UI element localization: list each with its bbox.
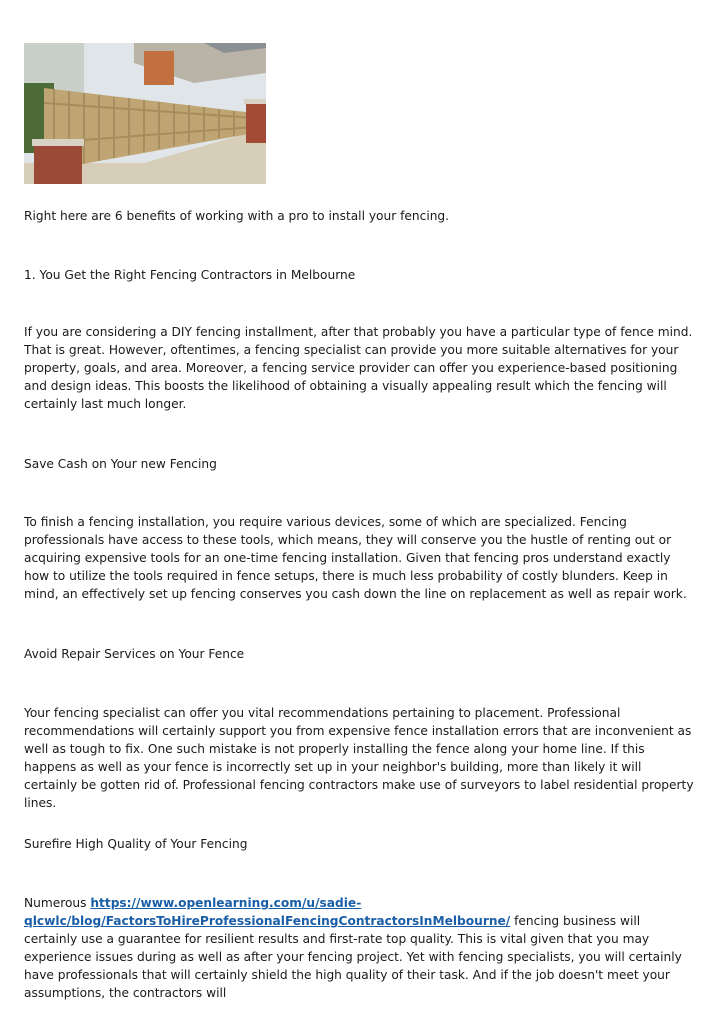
section-heading: 1. You Get the Right Fencing Contractors in Melbourne (24, 268, 356, 282)
article-link[interactable]: https://www.openlearning.com/u/sadie-qlcwlc/blog/FactorsToHireProfessionalFencingContractorsInMelbourne/ (24, 896, 511, 928)
intro-paragraph: Right here are 6 benefits of working with a pro to install your fencing. (24, 209, 450, 223)
section-heading: Surefire High Quality of Your Fencing (24, 837, 248, 851)
paragraph-text-after-link: fencing business will certainly use a guarantee for resilient results and first-rate top quality. This is vital given that you may experience issues during as well as after your fencing project. Yet with fencing specialists, you will certainly have professionals that will certainly shield the high quality of their task. And if the job doesn't meet your assumptions, the contractors will (24, 914, 682, 1000)
section-paragraph (24, 894, 694, 1002)
section-paragraph: Your fencing specialist can offer you vital recommendations pertaining to placement. Professional recommendations will certainly support you from expensive fence installation errors that are inconvenient as well as tough to fix. One such mistake is not properly installing the fence along your home line. If this happens as well as your fence is incorrectly set up in your neighbor's building, more than likely it will certainly be gotten rid of. Professional fencing contractors make use of surveyors to label residential property lines. (24, 706, 694, 810)
section-paragraph: If you are considering a DIY fencing installment, after that probably you have a particular type of fence mind. That is great. However, oftentimes, a fencing specialist can provide you more suitable alternatives for your property, goals, and area. Moreover, a fencing service provider can offer you experience-based positioning and design ideas. This boosts the likelihood of obtaining a visually appealing result which the fencing will certainly last much longer. (24, 325, 693, 411)
fence-photo (24, 43, 266, 184)
document-page (24, 43, 694, 1000)
section-paragraph: To finish a fencing installation, you require various devices, some of which are specialized. Fencing professionals have access to these tools, which means, they will conserve you the hustle of renting out or acquiring expensive tools for an one-time fencing installation. Given that fencing pros understand exactly how to utilize the tools required in fence setups, there is much less probability of costly blunders. Keep in mind, an effectively set up fencing conserves you cash down the line on replacement as well as repair work. (24, 515, 687, 601)
section-heading: Avoid Repair Services on Your Fence (24, 647, 245, 661)
paragraph-text-before-link: Numerous (24, 896, 91, 910)
section-heading: Save Cash on Your new Fencing (24, 457, 217, 471)
fence-photo-illustration (24, 43, 266, 184)
